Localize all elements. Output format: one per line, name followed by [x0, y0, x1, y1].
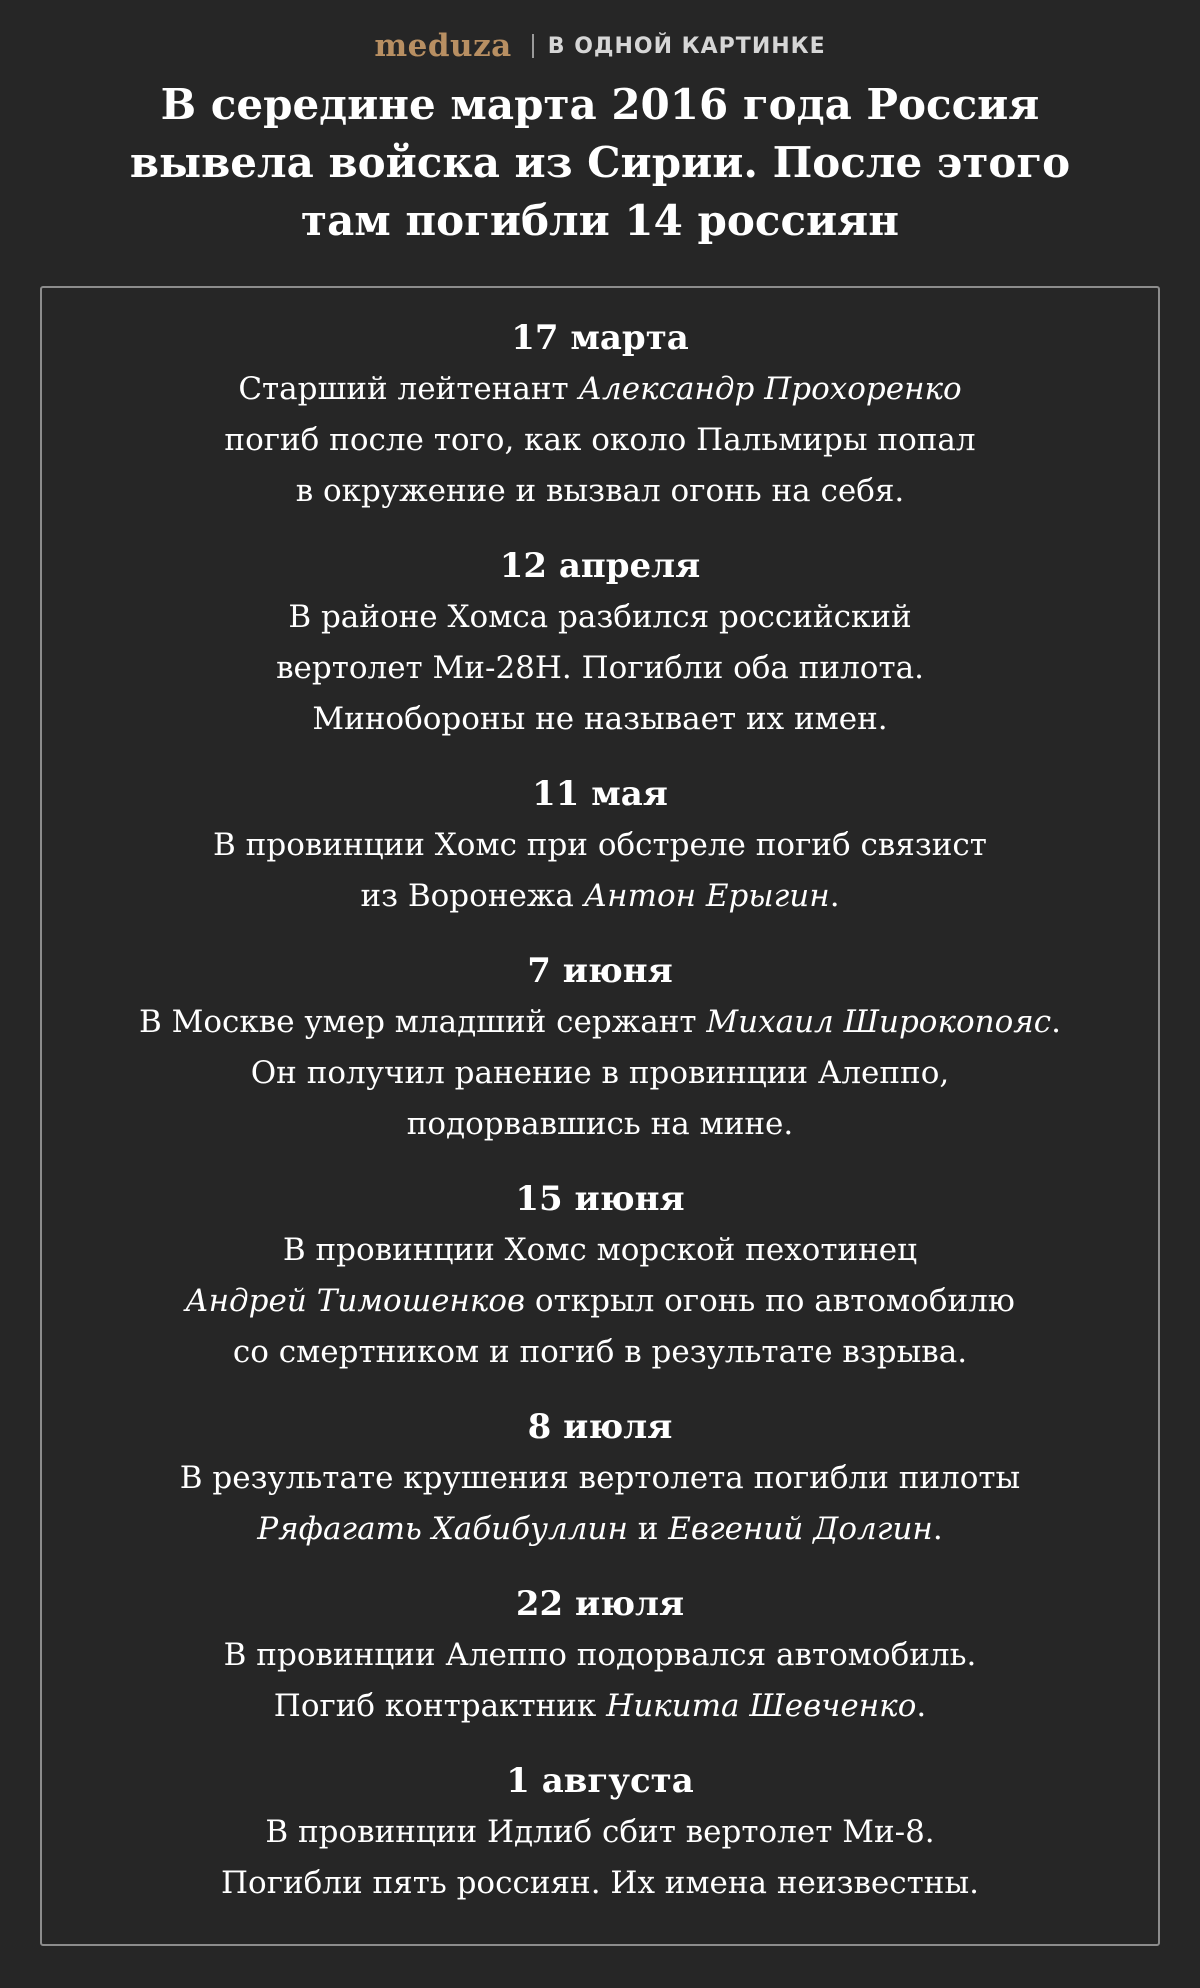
- entry-date: 11 мая: [532, 774, 668, 814]
- timeline-entry: [42, 945, 1158, 1150]
- text-segment: погиб после того, как около Пальмиры попал: [224, 422, 976, 458]
- entry-text-line: [42, 1327, 1158, 1378]
- text-segment: .: [932, 1511, 943, 1547]
- person-name: Никита Шевченко: [606, 1688, 917, 1724]
- timeline-entry: [42, 1578, 1158, 1732]
- entry-text-line: [42, 1681, 1158, 1732]
- text-segment: Минобороны не называет их имен.: [312, 701, 888, 737]
- text-segment: Погиб контрактник: [273, 1688, 607, 1724]
- timeline-entry: [42, 540, 1158, 745]
- title-line: В середине марта 2016 года Россия: [160, 80, 1040, 129]
- text-segment: В провинции Алеппо подорвался автомобиль.: [223, 1637, 977, 1673]
- timeline-entry: [42, 1401, 1158, 1555]
- entry-text-line: [42, 592, 1158, 643]
- entry-date: 17 марта: [511, 318, 689, 358]
- entry-text-line: [42, 820, 1158, 871]
- header: [0, 26, 1200, 66]
- entry-text-line: [42, 871, 1158, 922]
- entry-text-line: [42, 1504, 1158, 1555]
- text-segment: Погибли пять россиян. Их имена неизвестны.: [221, 1865, 979, 1901]
- entry-text-line: [42, 415, 1158, 466]
- entry-text-line: [42, 1276, 1158, 1327]
- timeline-entry: [42, 312, 1158, 517]
- title-line: там погибли 14 россиян: [301, 196, 899, 245]
- header-divider: [532, 34, 534, 58]
- entry-text-line: [42, 1099, 1158, 1150]
- entry-text-line: [42, 1453, 1158, 1504]
- text-segment: открыл огонь по автомобилю: [525, 1283, 1015, 1319]
- entry-text-line: [42, 1807, 1158, 1858]
- text-segment: .: [829, 878, 840, 914]
- text-segment: .: [916, 1688, 927, 1724]
- title-line: вывела войска из Сирии. После этого: [129, 138, 1071, 187]
- entry-text-line: [42, 694, 1158, 745]
- text-segment: и: [627, 1511, 669, 1547]
- text-segment: В Москве умер младший сержант: [138, 1004, 707, 1040]
- text-segment: со смертником и погиб в результате взрыва.: [232, 1334, 968, 1370]
- text-segment: Старший лейтенант: [238, 371, 579, 407]
- text-segment: В провинции Идлиб сбит вертолет Ми-8.: [265, 1814, 935, 1850]
- text-segment: В результате крушения вертолета погибли пилоты: [179, 1460, 1021, 1496]
- entry-date: 22 июля: [515, 1584, 685, 1624]
- person-name: Ряфагать Хабибуллин: [257, 1511, 628, 1547]
- entry-date: 1 августа: [506, 1761, 694, 1801]
- entry-text-line: [42, 1048, 1158, 1099]
- text-segment: из Воронежа: [360, 878, 584, 914]
- entry-date: 8 июля: [527, 1407, 673, 1447]
- page-title: [80, 76, 1120, 250]
- entry-date: 12 апреля: [499, 546, 701, 586]
- text-segment: .: [1051, 1004, 1062, 1040]
- entry-text-line: [42, 364, 1158, 415]
- text-segment: в окружение и вызвал огонь на себя.: [295, 473, 905, 509]
- person-name: Александр Прохоренко: [578, 371, 962, 407]
- entry-date: 7 июня: [527, 951, 673, 991]
- timeline-entry: [42, 1173, 1158, 1378]
- timeline-entry: [42, 1755, 1158, 1909]
- entry-text-line: [42, 643, 1158, 694]
- text-segment: подорвавшись на мине.: [406, 1106, 794, 1142]
- person-name: Михаил Широкопояс: [706, 1004, 1052, 1040]
- meduza-logo: meduza: [374, 28, 512, 64]
- text-segment: вертолет Ми-28Н. Погибли оба пилота.: [276, 650, 924, 686]
- rubric-label: В ОДНОЙ КАРТИНКЕ: [547, 33, 826, 59]
- text-segment: В провинции Хомс при обстреле погиб связист: [213, 827, 987, 863]
- text-segment: Он получил ранение в провинции Алеппо,: [250, 1055, 950, 1091]
- entry-text-line: [42, 466, 1158, 517]
- entry-text-line: [42, 1225, 1158, 1276]
- person-name: Антон Ерыгин: [583, 878, 830, 914]
- entry-text-line: [42, 997, 1158, 1048]
- entry-text-line: [42, 1630, 1158, 1681]
- timeline-list: [42, 312, 1158, 1932]
- text-segment: В районе Хомса разбился российский: [288, 599, 912, 635]
- person-name: Андрей Тимошенков: [185, 1283, 526, 1319]
- entry-text-line: [42, 1858, 1158, 1909]
- text-segment: В провинции Хомс морской пехотинец: [282, 1232, 918, 1268]
- person-name: Евгений Долгин: [668, 1511, 933, 1547]
- entry-date: 15 июня: [515, 1179, 685, 1219]
- timeline-entry: [42, 768, 1158, 922]
